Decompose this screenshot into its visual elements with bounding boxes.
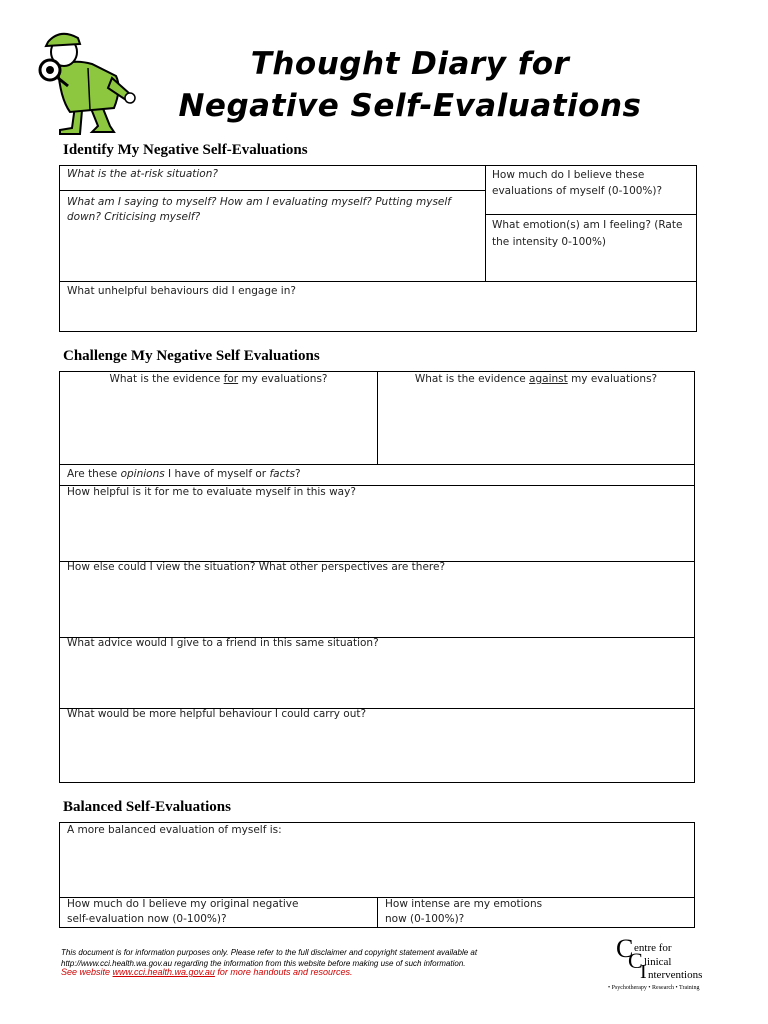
belief-answer-field[interactable] (486, 200, 696, 213)
view-else-prompt: How else could I view the situation? What other perspectives are there? (67, 561, 446, 573)
evidence-for-answer-field[interactable] (61, 390, 376, 463)
balanced-heading: Balanced Self-Evaluations (63, 799, 231, 815)
original-belief-prompt: How much do I believe my original negative self-evaluation now (0-100%)? (67, 898, 299, 925)
logo-tagline: • Psychotherapy • Research • Training (608, 985, 700, 991)
identify-table (59, 165, 697, 332)
emotion-answer-field[interactable] (486, 252, 696, 280)
evidence-against-prompt: What is the evidence against my evaluations? (414, 373, 658, 385)
emotion-prompt: What emotion(s) am I feeling? (Rate the intensity 0-100%) (492, 219, 683, 248)
challenge-heading: Challenge My Negative Self Evaluations (63, 348, 320, 364)
situation-prompt: What is the at-risk situation? (67, 168, 218, 180)
challenge-table (59, 371, 695, 783)
page-title-line2: Negative Self-Evaluations (178, 88, 642, 124)
situation-answer-field[interactable] (61, 182, 484, 189)
belief-prompt: How much do I believe these evaluations of myself (0-100%)? (492, 169, 663, 197)
cci-website-link[interactable]: www.cci.health.wa.gov.au (112, 967, 215, 977)
page-title-line1: Thought Diary for (250, 46, 570, 82)
evidence-against-answer-field[interactable] (379, 390, 693, 463)
emotion-intensity-prompt: How intense are my emotions now (0-100%)? (385, 898, 543, 925)
helpful-answer-field[interactable] (61, 502, 693, 560)
helpful-prompt: How helpful is it for me to evaluate myself in this way? (67, 486, 356, 498)
logo-letter-i: I (640, 961, 647, 983)
saying-answer-field[interactable] (61, 226, 484, 280)
saying-prompt: What am I saying to myself? How am I evaluating myself? Putting myself down? Criticising myself? (67, 196, 451, 223)
original-belief-answer-field[interactable] (290, 913, 375, 926)
disclaimer-text: This document is for information purposes only. Please refer to the full disclaimer and copyright statement available at http://www.cci.health.wa.gov.au regarding the information from this website before making use of such information. (61, 948, 478, 968)
view-else-answer-field[interactable] (61, 578, 693, 636)
cci-logo (608, 936, 728, 996)
logo-linical: linical (644, 956, 672, 968)
logo-letter-c1: C (616, 934, 634, 963)
behaviours-answer-field[interactable] (61, 300, 696, 331)
balanced-table (59, 822, 695, 928)
logo-entre-for: entre for (634, 942, 672, 954)
detective-mascot (30, 28, 140, 136)
logo-letter-c2: C (628, 948, 643, 973)
balanced-evaluation-prompt: A more balanced evaluation of myself is: (67, 824, 282, 836)
advice-prompt: What advice would I give to a friend in this same situation? (67, 637, 379, 649)
helpful-behaviour-answer-field[interactable] (61, 724, 693, 782)
logo-nterventions: nterventions (648, 969, 703, 981)
emotion-intensity-answer-field[interactable] (480, 913, 693, 926)
detective-magnifier-icon (30, 28, 140, 136)
opinions-facts-prompt: Are these opinions I have of myself or facts? (67, 468, 301, 480)
balanced-evaluation-answer-field[interactable] (61, 841, 693, 896)
see-website-text: See website www.cci.health.wa.gov.au for more handouts and resources. (61, 967, 353, 977)
behaviours-prompt: What unhelpful behaviours did I engage in? (67, 285, 296, 297)
evidence-for-prompt: What is the evidence for my evaluations? (109, 373, 328, 385)
identify-heading: Identify My Negative Self-Evaluations (63, 142, 308, 158)
advice-answer-field[interactable] (61, 654, 693, 707)
helpful-behaviour-prompt: What would be more helpful behaviour I could carry out? (67, 708, 367, 720)
